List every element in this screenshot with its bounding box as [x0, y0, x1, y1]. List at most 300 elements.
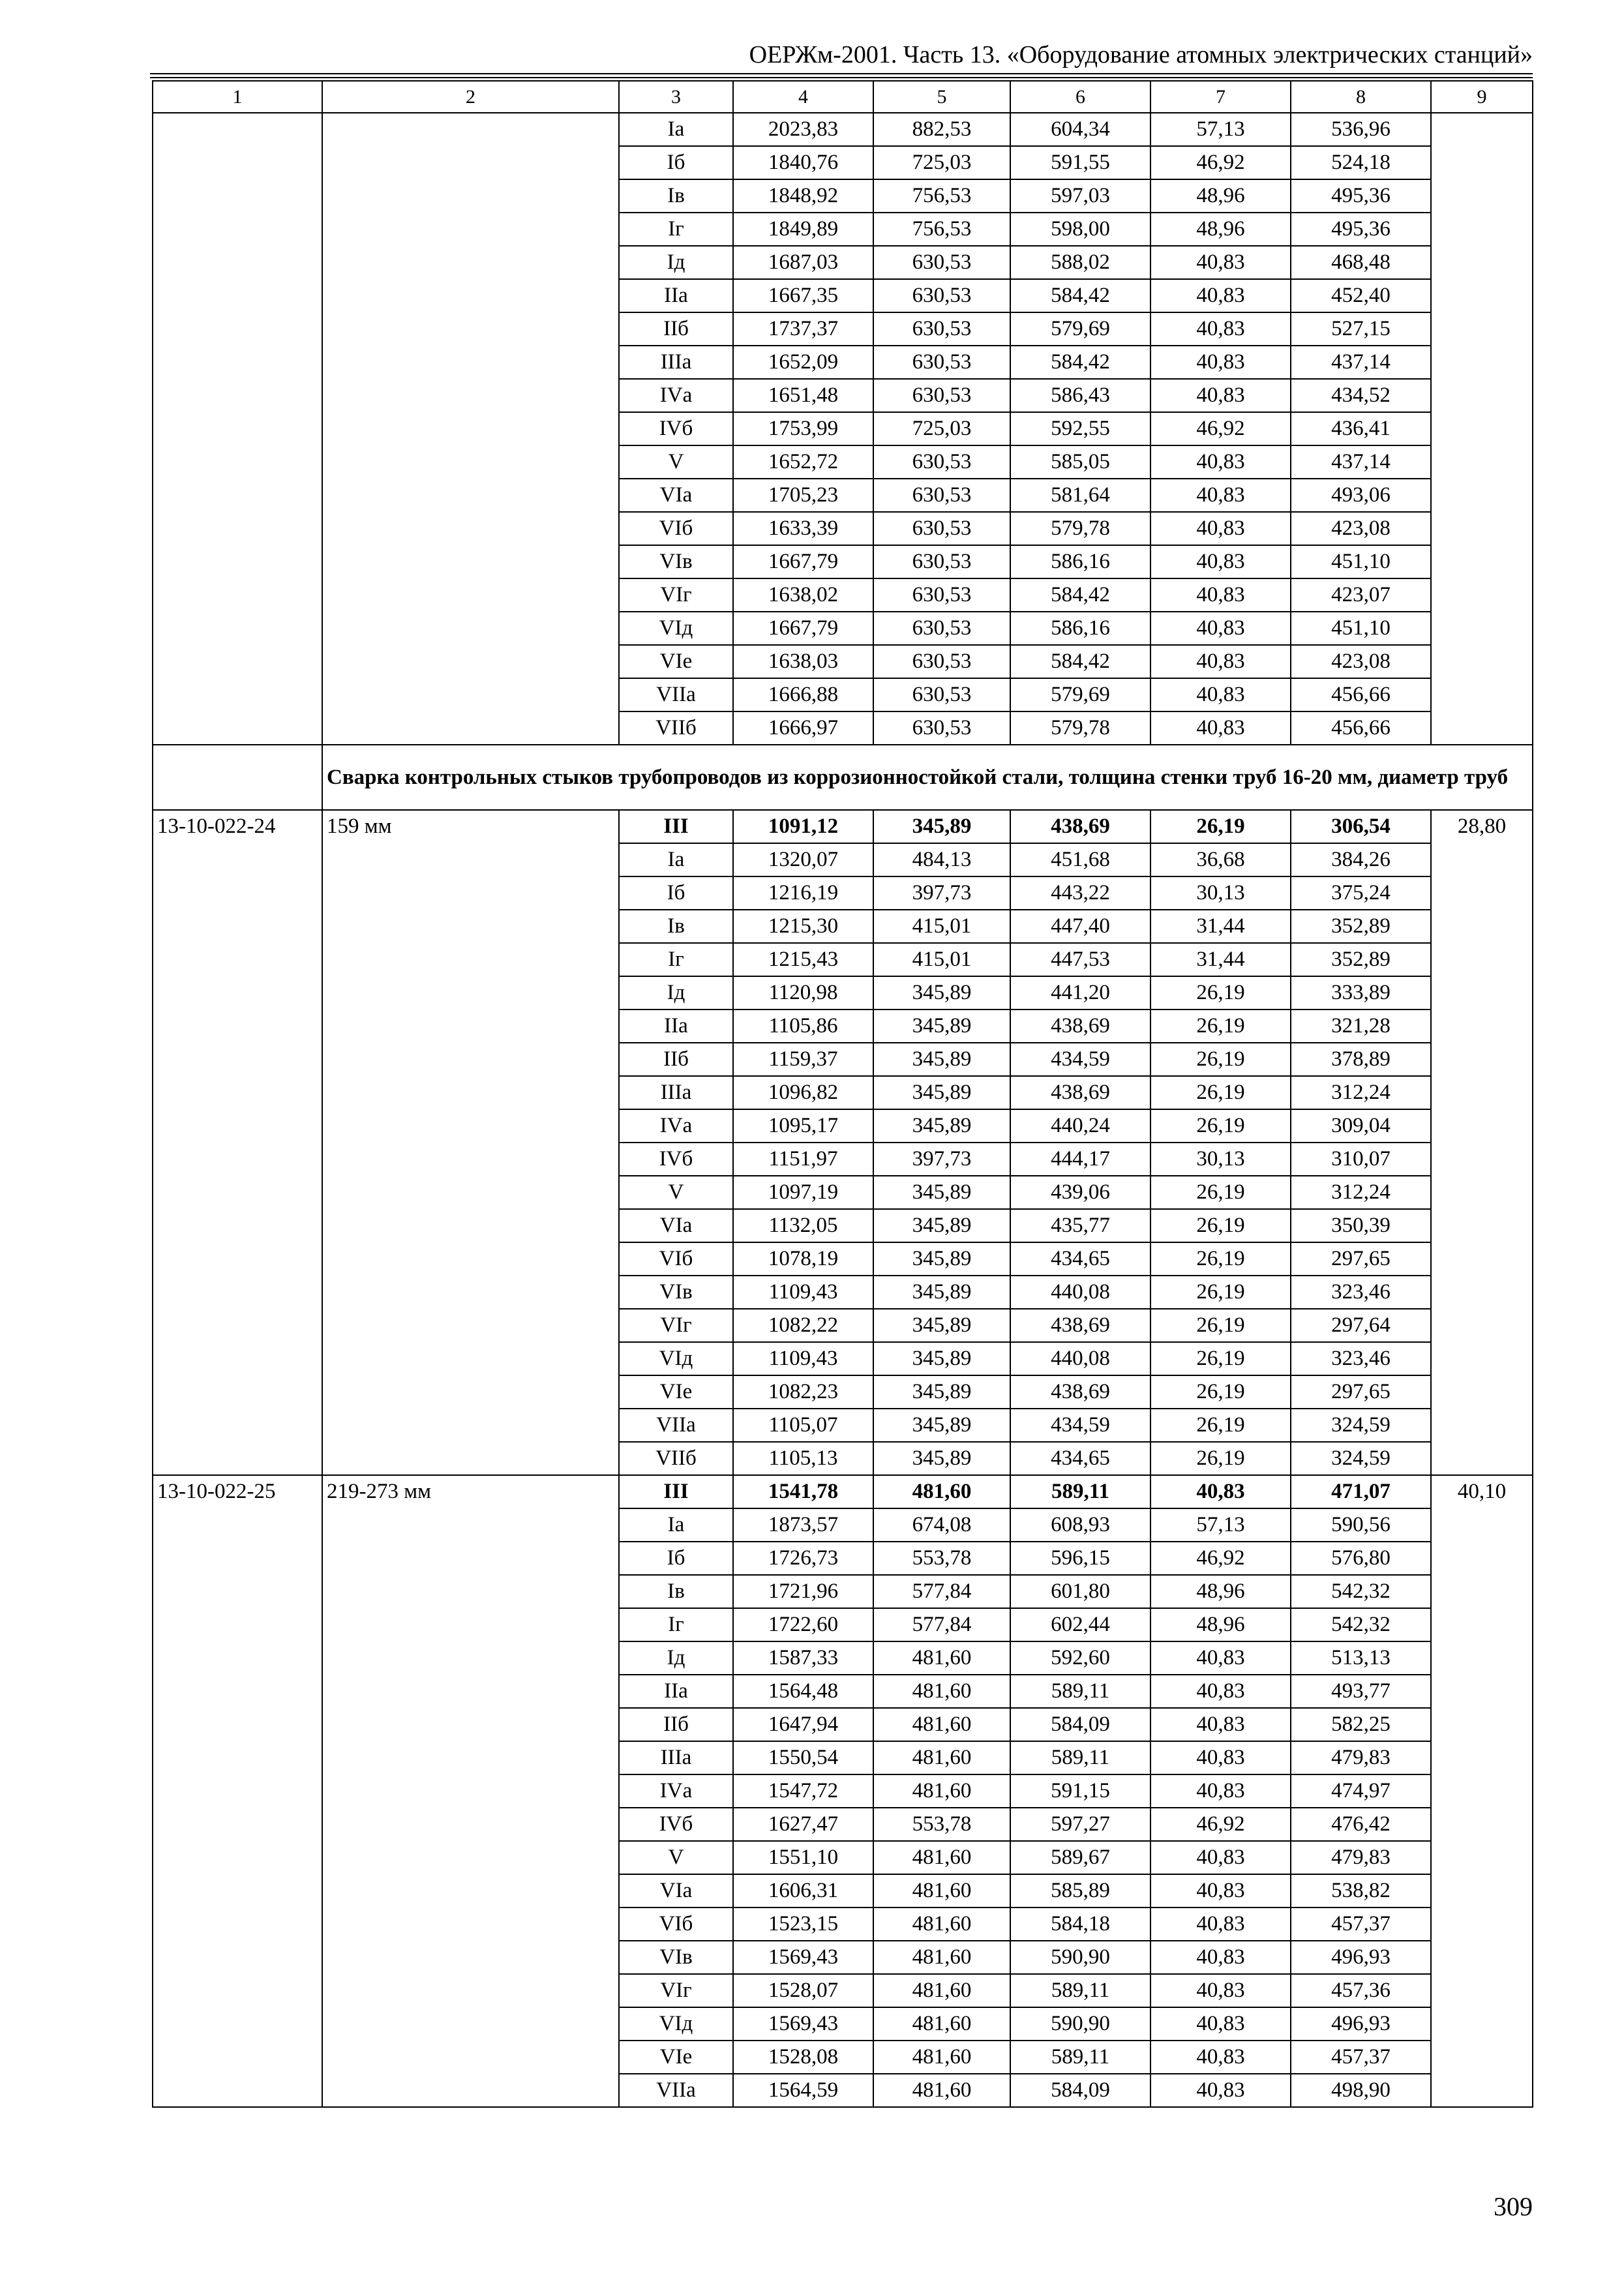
data-cell: 40,83	[1150, 645, 1291, 678]
data-cell: VIе	[619, 645, 733, 678]
data-cell: 31,44	[1150, 943, 1291, 976]
data-cell: 345,89	[873, 1076, 1010, 1109]
data-cell: 589,11	[1010, 2041, 1150, 2074]
data-cell: 589,11	[1010, 1974, 1150, 2007]
data-cell: 437,14	[1291, 346, 1431, 379]
data-cell: 601,80	[1010, 1575, 1150, 1608]
name-cell: 159 мм	[322, 810, 619, 1475]
data-cell: 484,13	[873, 843, 1010, 876]
data-cell: 26,19	[1150, 1076, 1291, 1109]
data-cell: 375,24	[1291, 876, 1431, 910]
data-cell: 1132,05	[733, 1209, 873, 1242]
data-cell: 589,11	[1010, 1741, 1150, 1774]
data-cell: 435,77	[1010, 1209, 1150, 1242]
data-cell: 397,73	[873, 1143, 1010, 1176]
data-cell: IIа	[619, 1675, 733, 1708]
data-cell: 590,56	[1291, 1508, 1431, 1542]
section-title: Сварка контрольных стыков трубопроводов из коррозионностойкой стали, толщина стенки труб 16-20 мм, диаметр труб	[322, 745, 1533, 810]
header-rule	[150, 73, 1533, 74]
data-cell: 457,37	[1291, 2041, 1431, 2074]
data-cell: 1651,48	[733, 379, 873, 412]
column-number: 9	[1431, 81, 1533, 113]
data-cell: 481,60	[873, 1641, 1010, 1675]
data-cell: IVа	[619, 1774, 733, 1808]
data-cell: 323,46	[1291, 1342, 1431, 1375]
data-cell: 30,13	[1150, 1143, 1291, 1176]
data-cell: VIа	[619, 1209, 733, 1242]
data-cell: 40,83	[1150, 379, 1291, 412]
data-cell: 596,15	[1010, 1542, 1150, 1575]
data-cell: 630,53	[873, 279, 1010, 312]
data-cell: 598,00	[1010, 213, 1150, 246]
data-cell: 481,60	[873, 1741, 1010, 1774]
data-cell: 451,68	[1010, 843, 1150, 876]
data-cell: 597,03	[1010, 179, 1150, 213]
data-cell: 630,53	[873, 645, 1010, 678]
data-cell: VIа	[619, 479, 733, 512]
data-cell: 2023,83	[733, 113, 873, 146]
data-cell: 1721,96	[733, 1575, 873, 1608]
data-cell: 1159,37	[733, 1043, 873, 1076]
data-cell: 40,83	[1150, 1708, 1291, 1741]
data-cell: IVб	[619, 412, 733, 445]
data-cell: IIа	[619, 279, 733, 312]
data-cell: 1569,43	[733, 2007, 873, 2041]
data-cell: 536,96	[1291, 113, 1431, 146]
data-cell: 345,89	[873, 1409, 1010, 1442]
section-row	[153, 745, 1533, 810]
data-cell: 1320,07	[733, 843, 873, 876]
data-cell: 447,40	[1010, 910, 1150, 943]
data-cell: 630,53	[873, 578, 1010, 612]
data-cell: 297,65	[1291, 1242, 1431, 1276]
data-cell: 40,83	[1150, 512, 1291, 545]
data-cell: 309,04	[1291, 1109, 1431, 1143]
data-cell: 1587,33	[733, 1641, 873, 1675]
data-cell: 352,89	[1291, 910, 1431, 943]
data-cell: 602,44	[1010, 1608, 1150, 1641]
data-cell: 26,19	[1150, 976, 1291, 1010]
data-cell: 553,78	[873, 1542, 1010, 1575]
data-cell: 630,53	[873, 512, 1010, 545]
data-cell: 457,37	[1291, 1908, 1431, 1941]
data-cell: VIб	[619, 1242, 733, 1276]
data-cell: 756,53	[873, 179, 1010, 213]
data-cell: VIб	[619, 512, 733, 545]
data-cell: 476,42	[1291, 1808, 1431, 1841]
data-cell: 1547,72	[733, 1774, 873, 1808]
data-cell: 48,96	[1150, 1575, 1291, 1608]
data-cell: 40,83	[1150, 1675, 1291, 1708]
data-cell: 26,19	[1150, 1010, 1291, 1043]
data-cell: 1528,07	[733, 1974, 873, 2007]
data-cell: 297,65	[1291, 1375, 1431, 1409]
data-cell: 1848,92	[733, 179, 873, 213]
data-cell: 1216,19	[733, 876, 873, 910]
data-cell: 333,89	[1291, 976, 1431, 1010]
data-cell: 1666,88	[733, 678, 873, 711]
data-cell: VIв	[619, 1276, 733, 1309]
total-cell	[1431, 113, 1533, 745]
header-rule	[150, 77, 1533, 78]
data-cell: Iв	[619, 179, 733, 213]
data-cell: 1647,94	[733, 1708, 873, 1741]
data-cell: 584,09	[1010, 1708, 1150, 1741]
data-cell: 438,69	[1010, 810, 1150, 843]
data-cell: VIв	[619, 1941, 733, 1974]
data-cell: 451,10	[1291, 612, 1431, 645]
data-cell: 447,53	[1010, 943, 1150, 976]
data-cell: 589,11	[1010, 1675, 1150, 1708]
data-cell: IIIа	[619, 346, 733, 379]
data-cell: 26,19	[1150, 1109, 1291, 1143]
data-cell: 582,25	[1291, 1708, 1431, 1741]
data-cell: 46,92	[1150, 1542, 1291, 1575]
data-cell: 1082,22	[733, 1309, 873, 1342]
data-cell: 26,19	[1150, 1176, 1291, 1209]
data-cell: VIд	[619, 612, 733, 645]
data-cell: 481,60	[873, 1708, 1010, 1741]
data-cell: 1105,13	[733, 1442, 873, 1475]
column-number: 7	[1150, 81, 1291, 113]
code-cell: 13-10-022-24	[153, 810, 322, 1475]
code-cell: 13-10-022-25	[153, 1475, 322, 2107]
data-cell: 40,83	[1150, 2007, 1291, 2041]
data-cell: 630,53	[873, 246, 1010, 279]
data-cell: 630,53	[873, 612, 1010, 645]
data-cell: 579,78	[1010, 711, 1150, 745]
data-cell: 1638,03	[733, 645, 873, 678]
data-cell: 576,80	[1291, 1542, 1431, 1575]
data-cell: 438,69	[1010, 1010, 1150, 1043]
data-cell: 40,83	[1150, 578, 1291, 612]
data-cell: Iб	[619, 876, 733, 910]
data-cell: 584,42	[1010, 645, 1150, 678]
data-cell: 481,60	[873, 1675, 1010, 1708]
data-cell: 384,26	[1291, 843, 1431, 876]
data-cell: 26,19	[1150, 1043, 1291, 1076]
data-cell: 1687,03	[733, 246, 873, 279]
data-cell: 1627,47	[733, 1808, 873, 1841]
data-cell: 345,89	[873, 1375, 1010, 1409]
data-cell: 26,19	[1150, 1442, 1291, 1475]
data-cell: 434,59	[1010, 1043, 1150, 1076]
data-cell: 1095,17	[733, 1109, 873, 1143]
data-cell: 1523,15	[733, 1908, 873, 1941]
data-cell: 1737,37	[733, 312, 873, 346]
data-cell: 495,36	[1291, 213, 1431, 246]
data-cell: 493,77	[1291, 1675, 1431, 1708]
data-cell: 1096,82	[733, 1076, 873, 1109]
data-cell: Iг	[619, 213, 733, 246]
total-cell: 28,80	[1431, 810, 1533, 1475]
data-cell: 40,83	[1150, 1641, 1291, 1675]
data-cell: 40,83	[1150, 1475, 1291, 1508]
data-cell: 1528,08	[733, 2041, 873, 2074]
data-cell: 630,53	[873, 479, 1010, 512]
data-cell: 441,20	[1010, 976, 1150, 1010]
data-cell: 352,89	[1291, 943, 1431, 976]
data-cell: IIб	[619, 1708, 733, 1741]
data-cell: 438,69	[1010, 1076, 1150, 1109]
data-cell: 495,36	[1291, 179, 1431, 213]
data-cell: 589,11	[1010, 1475, 1150, 1508]
data-cell: Iа	[619, 1508, 733, 1542]
data-cell: 345,89	[873, 1342, 1010, 1375]
data-cell: Iд	[619, 1641, 733, 1675]
data-cell: 584,42	[1010, 578, 1150, 612]
data-cell: 579,78	[1010, 512, 1150, 545]
data-cell: 345,89	[873, 1276, 1010, 1309]
data-cell: VIе	[619, 1375, 733, 1409]
page-header: ОЕРЖм-2001. Часть 13. «Оборудование атомных электрических станций»	[749, 41, 1533, 68]
data-cell: VIб	[619, 1908, 733, 1941]
data-cell: 1652,09	[733, 346, 873, 379]
data-cell: 1638,02	[733, 578, 873, 612]
data-cell: 415,01	[873, 910, 1010, 943]
data-cell: 438,69	[1010, 1309, 1150, 1342]
data-cell: VIг	[619, 578, 733, 612]
data-cell: 312,24	[1291, 1176, 1431, 1209]
data-cell: 312,24	[1291, 1076, 1431, 1109]
data-cell: Iа	[619, 843, 733, 876]
data-cell: 586,16	[1010, 612, 1150, 645]
data-cell: V	[619, 445, 733, 479]
data-cell: 481,60	[873, 1475, 1010, 1508]
column-number: 3	[619, 81, 733, 113]
data-cell: 1840,76	[733, 146, 873, 179]
data-cell: 481,60	[873, 1874, 1010, 1908]
data-cell: 1722,60	[733, 1608, 873, 1641]
data-cell: 1078,19	[733, 1242, 873, 1276]
data-cell: Iг	[619, 1608, 733, 1641]
data-cell: 1082,23	[733, 1375, 873, 1409]
data-cell: 40,83	[1150, 1874, 1291, 1908]
data-cell: 397,73	[873, 876, 1010, 910]
data-cell: Iб	[619, 1542, 733, 1575]
data-cell: 423,08	[1291, 512, 1431, 545]
data-cell: 26,19	[1150, 1375, 1291, 1409]
data-cell: 345,89	[873, 810, 1010, 843]
table-body	[153, 81, 1533, 2107]
data-cell: 542,32	[1291, 1608, 1431, 1641]
data-cell: 40,83	[1150, 612, 1291, 645]
data-cell: Iг	[619, 943, 733, 976]
data-cell: Iб	[619, 146, 733, 179]
data-cell: 40,83	[1150, 279, 1291, 312]
data-cell: 481,60	[873, 1774, 1010, 1808]
data-cell: 496,93	[1291, 1941, 1431, 1974]
data-cell: VIг	[619, 1974, 733, 2007]
data-cell: 481,60	[873, 1841, 1010, 1874]
data-cell: 630,53	[873, 711, 1010, 745]
section-spacer	[153, 745, 322, 810]
data-cell: 630,53	[873, 312, 1010, 346]
column-number: 6	[1010, 81, 1150, 113]
data-cell: 1564,59	[733, 2074, 873, 2107]
data-cell: 40,83	[1150, 1841, 1291, 1874]
data-cell: III	[619, 1475, 733, 1508]
data-cell: 538,82	[1291, 1874, 1431, 1908]
data-cell: 597,27	[1010, 1808, 1150, 1841]
data-cell: 579,69	[1010, 312, 1150, 346]
data-cell: 40,83	[1150, 1908, 1291, 1941]
data-cell: 1849,89	[733, 213, 873, 246]
data-cell: 345,89	[873, 1442, 1010, 1475]
data-cell: 584,42	[1010, 346, 1150, 379]
data-cell: 345,89	[873, 1309, 1010, 1342]
data-cell: VIIа	[619, 1409, 733, 1442]
data-cell: 46,92	[1150, 412, 1291, 445]
data-cell: 725,03	[873, 146, 1010, 179]
data-cell: IIб	[619, 312, 733, 346]
data-cell: 440,08	[1010, 1276, 1150, 1309]
data-cell: 40,83	[1150, 445, 1291, 479]
data-cell: VIа	[619, 1874, 733, 1908]
data-cell: 324,59	[1291, 1442, 1431, 1475]
data-cell: 579,69	[1010, 678, 1150, 711]
rates-table	[152, 80, 1533, 2108]
data-cell: 479,83	[1291, 1741, 1431, 1774]
data-cell: Iд	[619, 976, 733, 1010]
data-cell: 468,48	[1291, 246, 1431, 279]
data-cell: 40,83	[1150, 2074, 1291, 2107]
data-cell: 1215,30	[733, 910, 873, 943]
data-cell: 423,08	[1291, 645, 1431, 678]
data-cell: 345,89	[873, 1176, 1010, 1209]
data-cell: 457,36	[1291, 1974, 1431, 2007]
data-cell: 1667,35	[733, 279, 873, 312]
data-cell: 26,19	[1150, 1209, 1291, 1242]
data-cell: 588,02	[1010, 246, 1150, 279]
column-number: 5	[873, 81, 1010, 113]
data-cell: 1606,31	[733, 1874, 873, 1908]
column-number: 2	[322, 81, 619, 113]
data-cell: 581,64	[1010, 479, 1150, 512]
data-cell: 31,44	[1150, 910, 1291, 943]
data-cell: 882,53	[873, 113, 1010, 146]
data-cell: 1652,72	[733, 445, 873, 479]
data-cell: 345,89	[873, 1043, 1010, 1076]
data-cell: 1215,43	[733, 943, 873, 976]
data-cell: 481,60	[873, 2074, 1010, 2107]
data-cell: 350,39	[1291, 1209, 1431, 1242]
data-cell: 630,53	[873, 346, 1010, 379]
page-number: 309	[1494, 2192, 1533, 2221]
code-cell	[153, 113, 322, 745]
data-cell: VIIа	[619, 678, 733, 711]
name-cell: 219-273 мм	[322, 1475, 619, 2107]
data-cell: 1666,97	[733, 711, 873, 745]
data-cell: VIг	[619, 1309, 733, 1342]
data-cell: 586,16	[1010, 545, 1150, 578]
data-cell: 481,60	[873, 1941, 1010, 1974]
data-cell: 437,14	[1291, 445, 1431, 479]
data-cell: 584,18	[1010, 1908, 1150, 1941]
data-cell: 585,89	[1010, 1874, 1150, 1908]
data-cell: 1541,78	[733, 1475, 873, 1508]
data-cell: 48,96	[1150, 213, 1291, 246]
data-cell: 26,19	[1150, 1309, 1291, 1342]
data-cell: 1551,10	[733, 1841, 873, 1874]
table-row	[153, 1475, 1533, 1508]
data-cell: 345,89	[873, 976, 1010, 1010]
table-row	[153, 113, 1533, 146]
data-cell: 1550,54	[733, 1741, 873, 1774]
data-cell: 345,89	[873, 1209, 1010, 1242]
data-cell: 40,83	[1150, 1941, 1291, 1974]
data-cell: 481,60	[873, 2007, 1010, 2041]
data-cell: 439,06	[1010, 1176, 1150, 1209]
data-cell: 630,53	[873, 445, 1010, 479]
data-cell: 604,34	[1010, 113, 1150, 146]
data-cell: 297,64	[1291, 1309, 1431, 1342]
data-cell: 577,84	[873, 1575, 1010, 1608]
data-cell: 423,07	[1291, 578, 1431, 612]
total-cell: 40,10	[1431, 1475, 1533, 2107]
data-cell: 438,69	[1010, 1375, 1150, 1409]
data-cell: 46,92	[1150, 146, 1291, 179]
data-cell: 586,43	[1010, 379, 1150, 412]
data-cell: VIIа	[619, 2074, 733, 2107]
data-cell: 306,54	[1291, 810, 1431, 843]
data-cell: 1091,12	[733, 810, 873, 843]
data-cell: 1667,79	[733, 612, 873, 645]
data-cell: 1109,43	[733, 1276, 873, 1309]
data-cell: IIIа	[619, 1741, 733, 1774]
data-cell: 36,68	[1150, 843, 1291, 876]
data-cell: 496,93	[1291, 2007, 1431, 2041]
data-cell: 591,15	[1010, 1774, 1150, 1808]
data-cell: 26,19	[1150, 810, 1291, 843]
data-cell: 1120,98	[733, 976, 873, 1010]
data-cell: 434,59	[1010, 1409, 1150, 1442]
data-cell: 553,78	[873, 1808, 1010, 1841]
data-cell: 1109,43	[733, 1342, 873, 1375]
data-cell: 471,07	[1291, 1475, 1431, 1508]
data-cell: IVа	[619, 379, 733, 412]
data-cell: 452,40	[1291, 279, 1431, 312]
data-cell: 1151,97	[733, 1143, 873, 1176]
data-cell: 1633,39	[733, 512, 873, 545]
data-cell: Iв	[619, 1575, 733, 1608]
data-cell: 40,83	[1150, 1741, 1291, 1774]
data-cell: VIв	[619, 545, 733, 578]
data-cell: 345,89	[873, 1109, 1010, 1143]
data-cell: 26,19	[1150, 1242, 1291, 1276]
data-cell: 40,83	[1150, 1974, 1291, 2007]
data-cell: 436,41	[1291, 412, 1431, 445]
data-cell: 481,60	[873, 1908, 1010, 1941]
data-cell: 40,83	[1150, 312, 1291, 346]
data-cell: 443,22	[1010, 876, 1150, 910]
data-cell: 456,66	[1291, 711, 1431, 745]
data-cell: VIIб	[619, 1442, 733, 1475]
data-cell: IIа	[619, 1010, 733, 1043]
data-cell: IVб	[619, 1143, 733, 1176]
data-cell: 310,07	[1291, 1143, 1431, 1176]
data-cell: 1105,07	[733, 1409, 873, 1442]
data-cell: V	[619, 1176, 733, 1209]
data-cell: 345,89	[873, 1242, 1010, 1276]
data-cell: 474,97	[1291, 1774, 1431, 1808]
data-cell: 577,84	[873, 1608, 1010, 1641]
data-cell: IIIа	[619, 1076, 733, 1109]
data-cell: 26,19	[1150, 1276, 1291, 1309]
data-cell: IVа	[619, 1109, 733, 1143]
data-cell: 48,96	[1150, 179, 1291, 213]
data-cell: 434,52	[1291, 379, 1431, 412]
